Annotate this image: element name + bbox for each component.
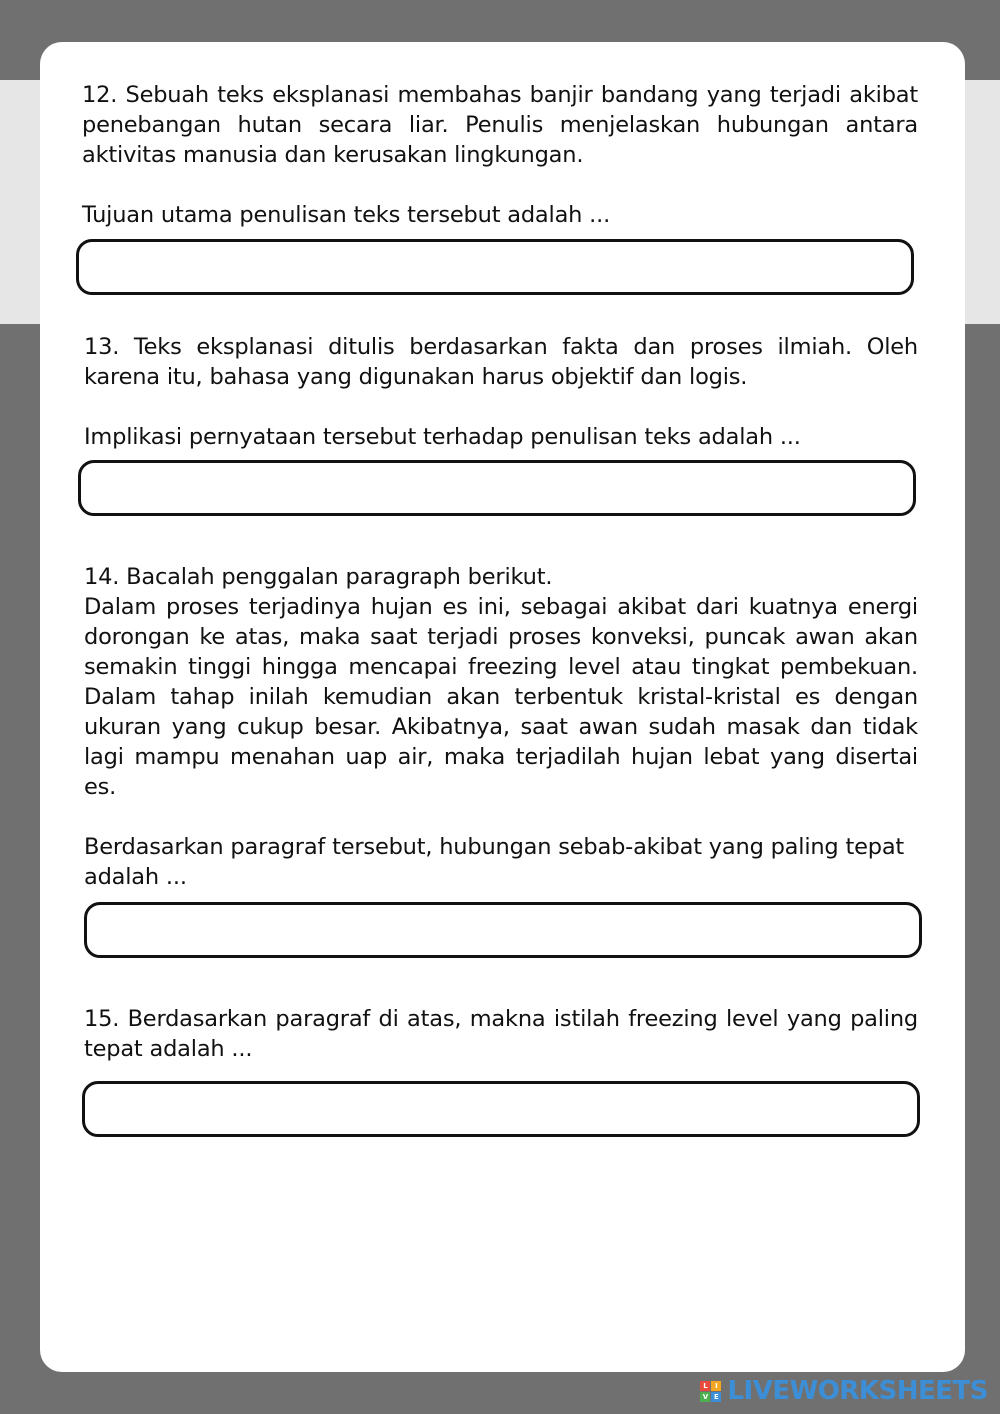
worksheet-page (40, 42, 965, 1372)
logo-text: LIVEWORKSHEETS (727, 1376, 988, 1406)
logo-letter-e: E (711, 1392, 721, 1402)
q15-prompt: 15. Berdasarkan paragraf di atas, makna istilah freezing level yang paling tepat adalah ... (84, 1006, 918, 1062)
q13-prompt: 13. Teks eksplanasi ditulis berdasarkan fakta dan proses ilmiah. Oleh karena itu, bahasa yang digunakan harus objektif dan logis. (84, 334, 918, 390)
q14-question: Berdasarkan paragraf tersebut, hubungan sebab-akibat yang paling tepat adalah ... (84, 834, 905, 890)
q12-answer-box[interactable] (76, 239, 914, 295)
liveworksheets-logo[interactable] (700, 1376, 988, 1406)
liveworksheets-logo-icon (700, 1381, 721, 1402)
logo-letter-l: L (700, 1381, 710, 1391)
q12-question: Tujuan utama penulisan teks tersebut adalah ... (82, 202, 611, 228)
q14-paragraph: Dalam proses terjadinya hujan es ini, sebagai akibat dari kuatnya energi dorongan ke atas, maka saat terjadi proses konveksi, puncak awan akan semakin tinggi hingga mencapai freezing level atau tingkat pembekuan. Dalam tahap inilah kemudian akan terbentuk kristal-kristal es dengan ukuran yang cukup besar. Akibatnya, saat awan sudah masak dan tidak lagi mampu menahan uap air, maka terjadilah hujan lebat yang disertai es. (84, 594, 918, 800)
q12-prompt: 12. Sebuah teks eksplanasi membahas banjir bandang yang terjadi akibat penebangan hutan secara liar. Penulis menjelaskan hubungan antara aktivitas manusia dan kerusakan lingkungan. (82, 82, 918, 168)
q13-answer-box[interactable] (78, 460, 916, 516)
q14-intro: 14. Bacalah penggalan paragraph berikut. (84, 564, 553, 590)
q15-answer-box[interactable] (82, 1081, 920, 1137)
q14-answer-box[interactable] (84, 902, 922, 958)
q13-question: Implikasi pernyataan tersebut terhadap penulisan teks adalah ... (84, 424, 801, 450)
logo-letter-v: V (700, 1392, 710, 1402)
logo-letter-i: I (711, 1381, 721, 1391)
